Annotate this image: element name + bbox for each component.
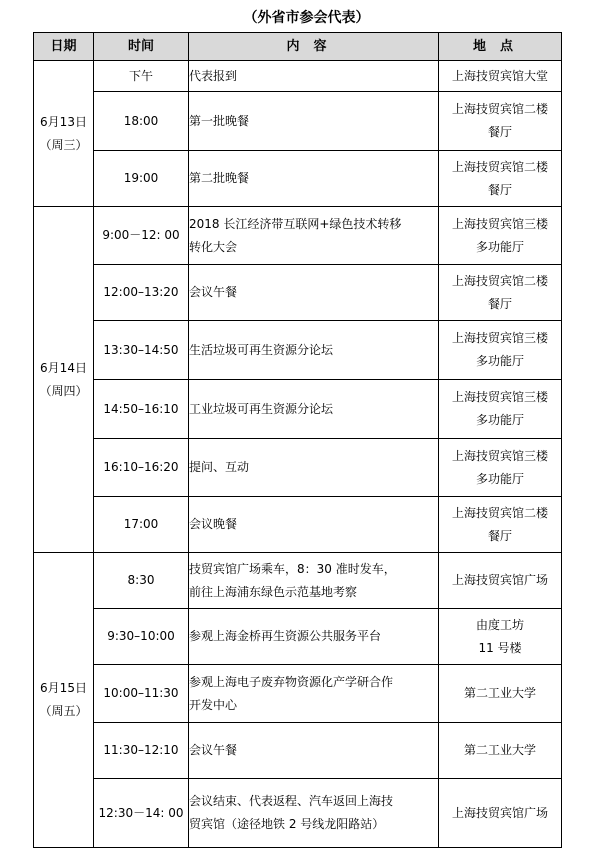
content-cell xyxy=(189,553,439,609)
content-line: 参观上海金桥再生资源公共服务平台 xyxy=(189,629,382,643)
location-line: 上海技贸宾馆二楼 xyxy=(451,505,548,520)
content-line: 转化大会 xyxy=(189,239,238,254)
table-row xyxy=(34,553,562,609)
location-cell xyxy=(439,380,562,439)
table-row xyxy=(34,779,562,848)
content-cell xyxy=(189,779,439,848)
time-cell: 12:00–13:20 xyxy=(94,265,189,321)
location-line: 餐厅 xyxy=(487,125,512,139)
weekday-label: （周四） xyxy=(39,383,88,398)
location-line: 上海技贸宾馆三楼 xyxy=(451,216,548,231)
location-line: 多功能厅 xyxy=(475,354,524,368)
weekday-label: （周五） xyxy=(39,704,88,718)
time-cell: 19:00 xyxy=(94,151,189,207)
content-line: 2018 长江经济带互联网+绿色技术转移 xyxy=(189,216,402,231)
time-cell: 17:00 xyxy=(94,497,189,553)
location-line: 多功能厅 xyxy=(475,413,524,427)
table-row xyxy=(34,265,562,321)
content-line: 参观上海电子废弃物资源化产学研合作 xyxy=(189,674,394,689)
content-cell xyxy=(189,380,439,439)
table-row xyxy=(34,151,562,207)
location-line: 餐厅 xyxy=(487,528,512,543)
table-row xyxy=(34,723,562,779)
location-cell xyxy=(439,779,562,848)
content-line: 会议午餐 xyxy=(189,285,238,299)
location-line: 餐厅 xyxy=(487,182,512,197)
content-line: 工业垃圾可再生资源分论坛 xyxy=(189,401,334,416)
location-cell xyxy=(439,553,562,609)
location-line: 上海技贸宾馆二楼 xyxy=(451,159,548,174)
weekday-label: （周三） xyxy=(39,137,88,152)
content-cell xyxy=(189,723,439,779)
location-line: 多功能厅 xyxy=(475,239,524,254)
content-line: 提问、互动 xyxy=(189,460,250,474)
location-cell xyxy=(439,265,562,321)
content-line: 技贸宾馆广场乘车，8：30 准时发车， xyxy=(189,561,396,576)
time-cell: 8:30 xyxy=(94,553,189,609)
time-cell: 下午 xyxy=(94,61,189,92)
time-cell: 18:00 xyxy=(94,92,189,151)
location-line: 上海技贸宾馆大堂 xyxy=(451,68,548,83)
location-line: 上海技贸宾馆三楼 xyxy=(451,390,548,404)
content-cell xyxy=(189,61,439,92)
table-row xyxy=(34,439,562,497)
content-cell xyxy=(189,439,439,497)
time-cell: 13:30–14:50 xyxy=(94,321,189,380)
location-cell xyxy=(439,92,562,151)
content-cell xyxy=(189,609,439,665)
location-line: 上海技贸宾馆三楼 xyxy=(451,448,548,463)
time-cell: 9:30–10:00 xyxy=(94,609,189,665)
header-time: 时间 xyxy=(94,33,189,61)
location-cell xyxy=(439,151,562,207)
time-cell: 10:00–11:30 xyxy=(94,665,189,723)
content-line: 会议结束、代表返程、汽车返回上海技 xyxy=(189,794,394,808)
time-cell: 9:00－12: 00 xyxy=(94,207,189,265)
table-row xyxy=(34,92,562,151)
location-line: 餐厅 xyxy=(487,296,512,311)
content-line: 会议午餐 xyxy=(189,743,238,757)
table-row xyxy=(34,207,562,265)
location-cell xyxy=(439,321,562,380)
content-cell xyxy=(189,497,439,553)
time-cell: 11:30–12:10 xyxy=(94,723,189,779)
table-row xyxy=(34,665,562,723)
location-line: 上海技贸宾馆二楼 xyxy=(451,102,548,116)
location-cell xyxy=(439,723,562,779)
header-row xyxy=(34,33,562,61)
content-line: 第一批晚餐 xyxy=(189,113,250,128)
table-row xyxy=(34,321,562,380)
date-cell xyxy=(34,553,94,848)
page-title: （外省市参会代表） xyxy=(243,10,370,26)
schedule-body xyxy=(34,61,562,848)
table-row xyxy=(34,497,562,553)
location-cell xyxy=(439,439,562,497)
location-line: 第二工业大学 xyxy=(463,686,536,700)
time-cell: 14:50–16:10 xyxy=(94,380,189,439)
content-line: 贸宾馆（途径地铁 2 号线龙阳路站） xyxy=(189,817,385,831)
location-cell xyxy=(439,665,562,723)
time-cell: 16:10–16:20 xyxy=(94,439,189,497)
header-content: 内容 xyxy=(189,33,439,61)
location-line: 上海技贸宾馆广场 xyxy=(451,573,548,587)
location-line: 上海技贸宾馆广场 xyxy=(451,805,548,820)
content-cell xyxy=(189,265,439,321)
content-line: 会议晚餐 xyxy=(189,517,238,531)
date-cell xyxy=(34,61,94,207)
location-line: 上海技贸宾馆二楼 xyxy=(451,273,548,288)
content-cell xyxy=(189,207,439,265)
schedule-table xyxy=(33,32,562,848)
content-cell xyxy=(189,92,439,151)
location-cell xyxy=(439,609,562,665)
content-cell xyxy=(189,321,439,380)
header-location: 地点 xyxy=(439,33,562,61)
content-cell xyxy=(189,665,439,723)
content-line: 开发中心 xyxy=(189,697,238,712)
date-label: 6月15日 xyxy=(40,681,87,695)
content-cell xyxy=(189,151,439,207)
date-cell xyxy=(34,207,94,553)
location-line: 第二工业大学 xyxy=(463,743,536,757)
content-line: 代表报到 xyxy=(189,68,238,83)
header-date: 日期 xyxy=(34,33,94,61)
location-cell xyxy=(439,497,562,553)
time-cell: 12:30－14: 00 xyxy=(94,779,189,848)
location-line: 由度工坊 xyxy=(475,617,524,632)
content-line: 前往上海浦东绿色示范基地考察 xyxy=(189,584,358,599)
location-cell xyxy=(439,61,562,92)
table-row xyxy=(34,380,562,439)
location-line: 上海技贸宾馆三楼 xyxy=(451,331,548,345)
date-label: 6月14日 xyxy=(40,360,87,375)
table-row xyxy=(34,609,562,665)
location-line: 多功能厅 xyxy=(475,471,524,486)
table-row xyxy=(34,61,562,92)
location-cell xyxy=(439,207,562,265)
location-line: 11 号楼 xyxy=(478,640,522,655)
content-line: 生活垃圾可再生资源分论坛 xyxy=(189,342,334,357)
content-line: 第二批晚餐 xyxy=(189,171,250,185)
date-label: 6月13日 xyxy=(40,114,87,129)
